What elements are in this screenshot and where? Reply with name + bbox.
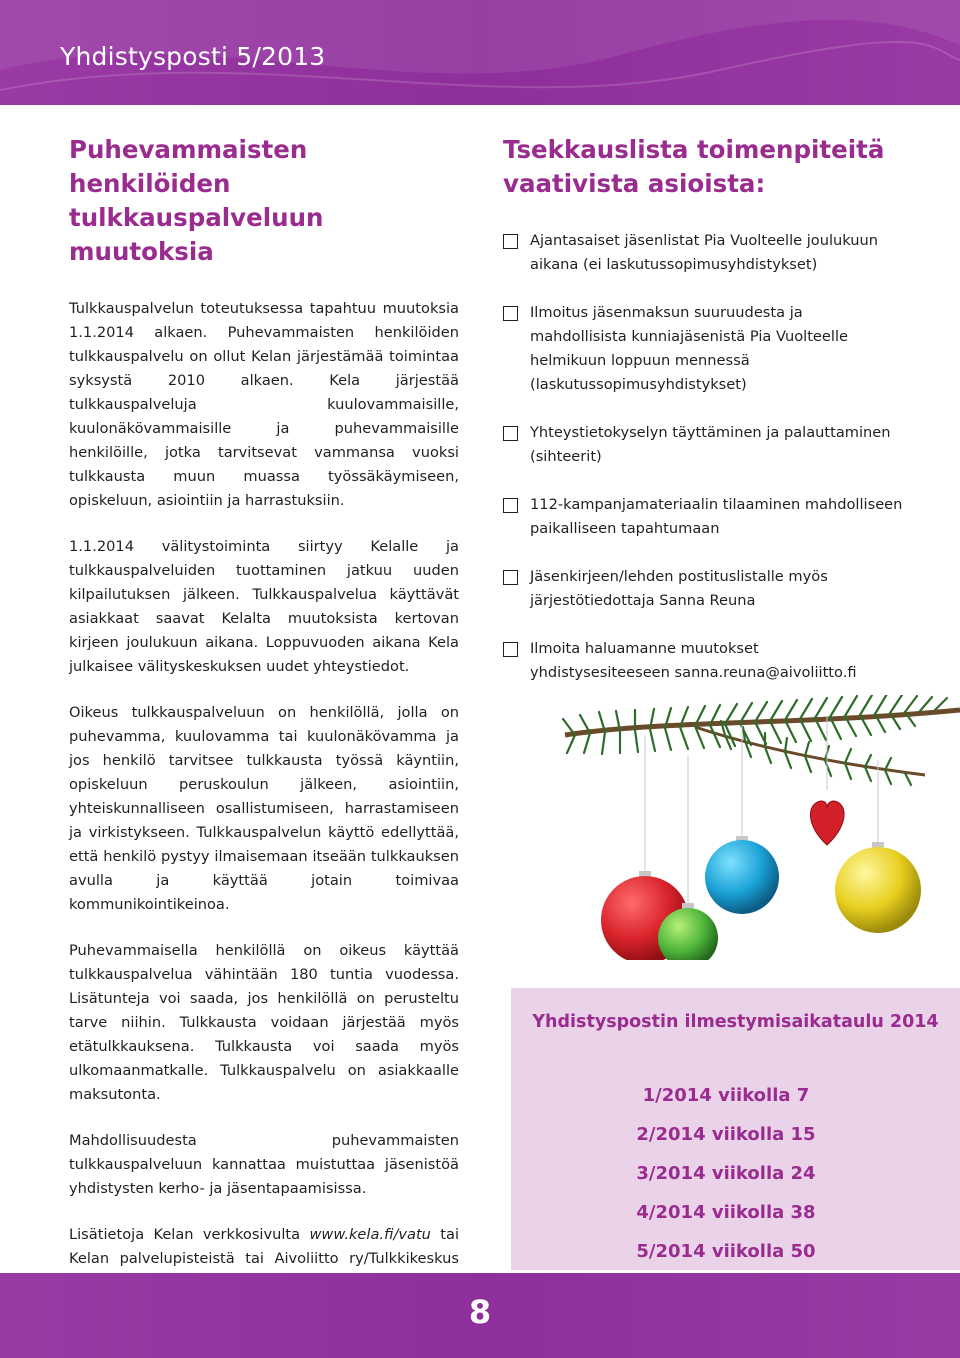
checklist-item (503, 301, 903, 397)
kela-link[interactable]: www.kela.fi/vatu (309, 1226, 431, 1243)
article-paragraph: Mahdollisuudesta puhevammaisten tulkkauspalveluun kannattaa muistuttaa jäsenistöä yhdistysten kerho- ja jäsentapaamisissa. (69, 1132, 459, 1197)
checkbox-icon[interactable] (503, 306, 518, 321)
checkbox-icon[interactable] (503, 570, 518, 585)
article-heading: Puhevammaisten henkilöiden tulkkauspalveluun muutoksia (69, 135, 324, 266)
checklist-item (503, 421, 903, 469)
checklist-item-text: 112-kampanjamateriaalin tilaaminen mahdolliseen paikalliseen tapahtumaan (530, 496, 903, 537)
checklist-heading: Tsekkauslista toimenpiteitä vaativista asioista: (503, 135, 885, 198)
schedule-item: 1/2014 viikolla 7 (642, 1085, 810, 1106)
schedule-item: 4/2014 viikolla 38 (636, 1202, 816, 1223)
checklist-item (503, 637, 903, 685)
checklist-item-text: Ajantasaiset jäsenlistat Pia Vuolteelle joulukuun aikana (ei laskutussopimusyhdistykset) (530, 232, 879, 273)
footer-banner (0, 1273, 960, 1358)
checklist-item-text: Ilmoitus jäsenmaksun suuruudesta ja mahdollisista kunniajäsenistä Pia Vuolteelle helmikuun loppuun mennessä (laskutussopimusyhdistykset) (530, 304, 848, 393)
checkbox-icon[interactable] (503, 426, 518, 441)
schedule-box (511, 988, 960, 1270)
article-paragraph: Puhevammaisella henkilöllä on oikeus käyttää tulkkauspalvelua vähintään 180 tuntia vuodessa. Lisätunteja voi saada, jos henkilöllä on perusteltu tarve niihin. Tulkkausta voidaan järjestää myös etätulkkauksena. Tulkkausta voi saada myös ulkomaanmatkalle. Tulkkauspalvelu on asiakkaalle maksutonta. (69, 942, 459, 1103)
checkbox-icon[interactable] (503, 234, 518, 249)
christmas-ornaments-icon (545, 695, 960, 960)
checklist-item-text: Yhteystietokyselyn täyttäminen ja palauttaminen (sihteerit) (530, 424, 891, 465)
header-banner (0, 0, 960, 105)
checklist-item-text: Ilmoita haluamanne muutokset yhdistysesiteeseen sanna.reuna@aivoliitto.fi (530, 640, 857, 681)
article-paragraph: Oikeus tulkkauspalveluun on henkilöllä, jolla on puhevamma, kuulovamma tai kuulonäkövamma ja jos henkilö tarvitsee tulkkausta työssä käyntiin, opiskeluun peruskoulun jälkeen, asiointiin, yhteiskunnalliseen osallistumiseen, harrastamiseen ja virkistykseen. Tulkkauspalvelun käyttö edellyttää, että henkilö pystyy ilmaisemaan itseään tulkkauksen avulla ja käyttää jotain toimivaa kommunikointikeinoa. (69, 704, 459, 913)
article-paragraph: Tulkkauspalvelun toteutuksessa tapahtuu muutoksia 1.1.2014 alkaen. Puhevammaisten henkilöiden tulkkauspalvelu on ollut Kelan järjestämää toimintaa syksystä 2010 alkaen. Kela järjestää tulkkauspalveluja kuulovammaisille, kuulonäkövammaisille ja puhevammaisille henkilöille, jotka tarvitsevat vammansa vuoksi tulkkausta muun muassa työssäkäymiseen, opiskeluun, asiointiin ja harrastuksiin. (69, 300, 459, 509)
checklist-item (503, 229, 903, 277)
checklist-item (503, 565, 903, 613)
article-paragraph: 1.1.2014 välitystoiminta siirtyy Kelalle ja tulkkauspalveluiden tuottaminen jatkuu uuden kilpailutuksen jälkeen. Tulkkauspalvelua käyttävät asiakkaat saavat Kelalta muutoksista kertovan kirjeen joulukuun aikana. Loppuvuoden aikana Kela julkaisee välityskeskuksen uudet yhteystiedot. (69, 538, 459, 675)
checkbox-icon[interactable] (503, 498, 518, 513)
checklist (503, 229, 903, 685)
checklist-section (503, 133, 903, 709)
schedule-item: 2/2014 viikolla 15 (636, 1124, 816, 1145)
contact-text-before: Lisätietoja Kelan verkkosivulta (69, 1226, 310, 1243)
checklist-item (503, 493, 903, 541)
schedule-item: 3/2014 viikolla 24 (636, 1163, 816, 1184)
contact-text-after: tai Kelan palvelupisteistä tai Aivoliitto ry/Tulkkikeskus (69, 1226, 460, 1267)
checklist-item-text: Jäsenkirjeen/lehden postituslistalle myös järjestötiedottaja Sanna Reuna (530, 568, 828, 609)
page-number: 8 (468, 1293, 492, 1331)
article-tulkkauspalvelu (69, 133, 459, 1317)
publication-title: Yhdistysposti 5/2013 (60, 42, 326, 71)
schedule-item: 5/2014 viikolla 50 (636, 1241, 816, 1262)
schedule-title: Yhdistyspostin ilmestymisaikataulu 2014 (532, 1012, 939, 1032)
schedule-list (511, 1076, 941, 1271)
checkbox-icon[interactable] (503, 642, 518, 657)
